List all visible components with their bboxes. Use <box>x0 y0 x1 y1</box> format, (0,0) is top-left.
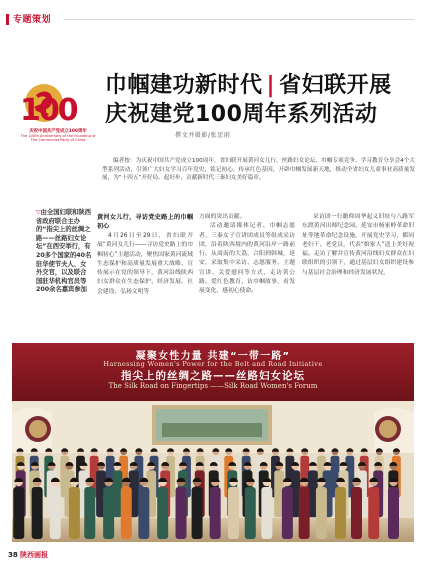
subheading: 黄河女儿行，寻访党史路上的巾帼初心 <box>97 214 193 230</box>
magazine-name: 陕西画报 <box>19 551 48 559</box>
triangle-marker-icon: ▽ <box>36 209 41 216</box>
article-column-2 <box>199 213 295 297</box>
group-photo <box>12 343 414 542</box>
byline: 撰文并摄影/张思雨 <box>175 132 231 139</box>
section-label: 专题策划 <box>13 15 52 25</box>
anniversary-badge <box>14 78 96 146</box>
article-column-1 <box>97 213 193 297</box>
page-footer <box>8 550 48 560</box>
page-title-line1 <box>105 68 392 99</box>
header-divider <box>64 19 414 20</box>
paragraph: 采访团一行瞻仰周华起义旧址与八路军东渡黄河出师纪念园、延安市杨家岭革命旧址等地革命纪念设施，开展党史学习，都同老妇干、老党员，代表“娘家人”送上美好祝福。走访了解并宣传黄河沿线妇女群众在妇联组织的引领下，通过基层妇女组织建设参与基层社会治理和经济发展状况， <box>302 214 414 276</box>
title-part-b: 省妇联开展 <box>279 73 392 98</box>
photo-caption-sidebar <box>36 209 92 295</box>
editor-note: 编者按：为庆祝中国共产党成立100周年，省妇联开展黄河女儿行、丝路妇女论坛、巾帼专项竞争、学习教育分享会4个大型系列活动，引领广大妇女学习百年党史，铭记初心，传承红色基因，开辟巾帼发展新天地，推动全省妇女儿童事业高质量发展，为“十四五”开好局、起好步，贡献新时代三秦妇女美好篇章。 <box>102 158 415 182</box>
title-separator: | <box>266 73 276 98</box>
banner-title-en: Harnessing Women's Power for the Belt and Road Initiative <box>103 360 323 368</box>
banner-subtitle-cn: 指尖上的丝绸之路——丝路妇女论坛 <box>121 370 305 382</box>
page-title-line2: 庆祝建党100周年系列活动 <box>105 102 378 127</box>
banner-title-cn: 凝聚女性力量 共建“一带一路” <box>135 351 291 362</box>
group-of-people <box>12 343 414 542</box>
paragraph: 活动邀请媒体记者、巾帼志愿者、三秦女子宣讲团成员等组成采访团，沿着陕西境内的黄河沿岸一路前行。从商南的大荔，合阳到韩城，延安，采取集中采访、志愿服务、主题宣讲、关爱慰问等方式，走访黄公路、爱红色教育，访巾帼故事，看发展变化，感初心使命。 <box>199 223 295 295</box>
section-marker <box>6 14 9 25</box>
anniversary-100-logo <box>14 78 96 128</box>
badge-caption-en: The 100th Anniversary of the Founding of The Communist Party of China <box>20 134 96 142</box>
paragraph: 4月26日至29日，省妇联开展“黄河女儿行——寻访党史路上的巾帼初心”主题活动，聚焦国家黄河流域生态保护和高质量发展重大战略，宣传展示在党的领导下，黄河沿线陕西妇女群众在生态保护、经济发展、社会建设、弘扬文明等 <box>97 233 193 295</box>
section-header <box>0 0 427 30</box>
svg-text:100: 100 <box>20 93 77 128</box>
title-part-a: 巾帼建功新时代 <box>105 73 263 98</box>
paragraph: 方面的突出贡献。 <box>199 214 246 220</box>
badge-caption-cn: 庆祝中国共产党成立100周年 <box>29 129 87 134</box>
page-number: 38 <box>8 551 18 559</box>
banner-subtitle-en: The Silk Road on Fingertips ——Silk Road Women's Forum <box>108 382 318 390</box>
article-column-3 <box>302 213 414 278</box>
sidebar-text: 由全国妇联和陕西省政府联合主办的“指尖上的丝绸之路——丝路妇女论坛”在西安举行，有20多个国家的40名驻华使节夫人、女外交官，以及联合国驻华机构官员等200余名嘉宾参加 <box>36 209 92 294</box>
